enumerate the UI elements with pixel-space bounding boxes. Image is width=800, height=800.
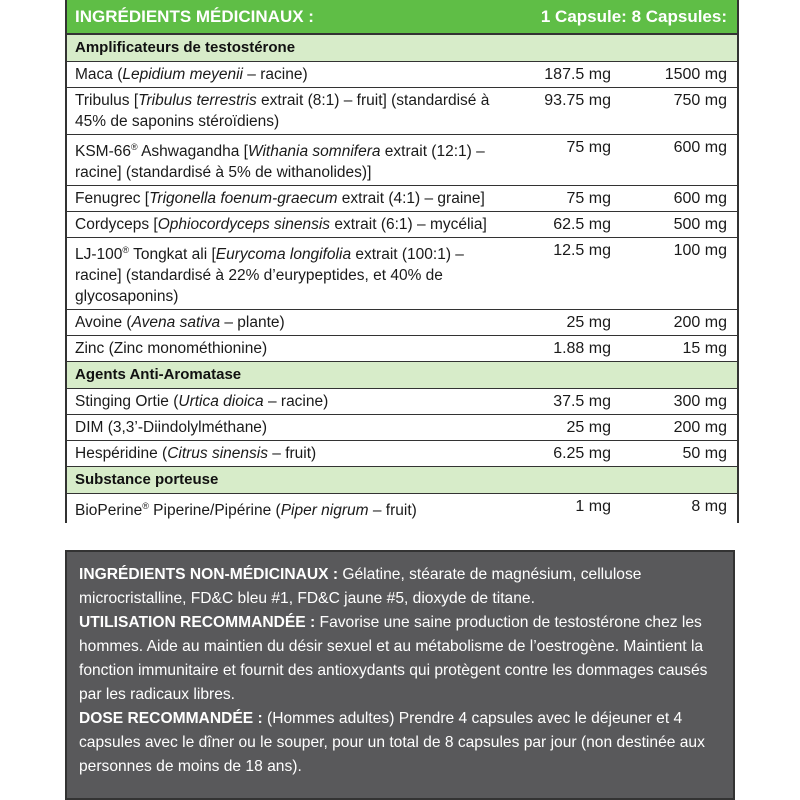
medicinal-ingredients-table: [65, 0, 739, 523]
ingredient-name: Hespéridine (Citrus sinensis – fruit): [75, 445, 317, 463]
ingredient-name: Stinging Ortie (Urtica dioica – racine): [75, 393, 329, 411]
ingredient-name: Cordyceps [Ophiocordyceps sinensis extrait (6:1) – mycélia]: [75, 216, 487, 234]
ingredient-name: Zinc (Zinc monométhionine): [75, 340, 268, 358]
recommended-use: UTILISATION RECOMMANDÉE : Favorise une saine production de testostérone chez les hommes. Aide au maintien du désir sexuel et au métabolisme de l’oestrogène. Maintient la fonction immunitaire et fournit des antioxydants qui protègent contre les dommages causés par les radicaux libres.: [79, 614, 708, 703]
label-info-box: [65, 550, 735, 800]
table-header: [67, 0, 737, 35]
ingredient-name: Maca (Lepidium meyenii – racine): [75, 66, 308, 83]
ingredient-name: KSM-66® Ashwagandha [Withania somnifera extrait (12:1) – racine] (standardisé à 5% de withanolides)]: [75, 142, 485, 182]
table-title: INGRÉDIENTS MÉDICINAUX :: [75, 7, 314, 26]
dose-columns-header: 1 Capsule: 8 Capsules:: [540, 7, 727, 26]
table-row: [67, 389, 737, 415]
dose-per-8-capsules: 8 mg: [691, 498, 727, 516]
dose-per-capsule: 6.25 mg: [553, 445, 611, 463]
dose-per-8-capsules: 200 mg: [673, 314, 727, 332]
ingredient-name: DIM (3,3’-Diindolylméthane): [75, 419, 268, 437]
table-row: [67, 494, 737, 523]
dose-per-8-capsules: 50 mg: [682, 445, 727, 463]
dose-per-capsule: 25 mg: [566, 419, 611, 437]
table-row: [67, 88, 737, 135]
table-row: [67, 415, 737, 441]
table-row: [67, 135, 737, 186]
dose-per-capsule: 187.5 mg: [544, 66, 611, 83]
dose-per-8-capsules: 600 mg: [673, 139, 727, 156]
dose-per-8-capsules: 100 mg: [673, 242, 727, 260]
dose-per-8-capsules: 300 mg: [673, 393, 727, 411]
ingredient-name: Fenugrec [Trigonella foenum-graecum extrait (4:1) – graine]: [75, 190, 485, 208]
recommended-dose: DOSE RECOMMANDÉE : (Hommes adultes) Prendre 4 capsules avec le déjeuner et 4 capsules avec le dîner ou le souper, pour un total de 8 capsules par jour (non destinée aux personnes de moins de 18 ans).: [79, 710, 705, 775]
dose-per-8-capsules: 200 mg: [673, 419, 727, 437]
table-row: [67, 186, 737, 212]
table-row: [67, 310, 737, 336]
dose-per-capsule: 1.88 mg: [553, 340, 611, 358]
dose-per-capsule: 75 mg: [566, 139, 611, 156]
ingredient-name: BioPerine® Piperine/Pipérine (Piper nigrum – fruit): [75, 501, 417, 520]
dose-per-capsule: 75 mg: [566, 190, 611, 208]
section-testosterone-amplifiers: Amplificateurs de testostérone: [67, 35, 737, 62]
table-row: [67, 336, 737, 362]
dose-per-8-capsules: 600 mg: [673, 190, 727, 208]
non-medicinal-ingredients: INGRÉDIENTS NON-MÉDICINAUX : Gélatine, stéarate de magnésium, cellulose microcristalline, FD&C bleu #1, FD&C jaune #5, dioxyde de titane.: [79, 566, 642, 607]
section-carrier-substance: Substance porteuse: [67, 467, 737, 494]
dose-per-8-capsules: 1500 mg: [664, 66, 727, 83]
ingredient-name: Avoine (Avena sativa – plante): [75, 314, 285, 332]
ingredient-name: LJ-100® Tongkat ali [Eurycoma longifolia extrait (100:1) – racine] (standardisé à 22% d’eurypeptides, et 40% de glycosaponins): [75, 245, 464, 306]
dose-per-capsule: 37.5 mg: [553, 393, 611, 411]
dose-per-capsule: 93.75 mg: [544, 92, 611, 109]
table-row: [67, 62, 737, 88]
table-row: [67, 441, 737, 467]
table-row: [67, 212, 737, 238]
ingredient-name: Tribulus [Tribulus terrestris extrait (8:1) – fruit] (standardisé à 45% de saponins stéroïdiens): [75, 92, 490, 130]
dose-per-capsule: 1 mg: [575, 498, 611, 516]
section-anti-aromatase: Agents Anti-Aromatase: [67, 362, 737, 389]
dose-per-8-capsules: 500 mg: [673, 216, 727, 234]
dose-per-capsule: 62.5 mg: [553, 216, 611, 234]
dose-per-capsule: 12.5 mg: [553, 242, 611, 260]
table-row: [67, 238, 737, 310]
dose-per-8-capsules: 15 mg: [682, 340, 727, 358]
dose-per-8-capsules: 750 mg: [673, 92, 727, 109]
dose-per-capsule: 25 mg: [566, 314, 611, 332]
